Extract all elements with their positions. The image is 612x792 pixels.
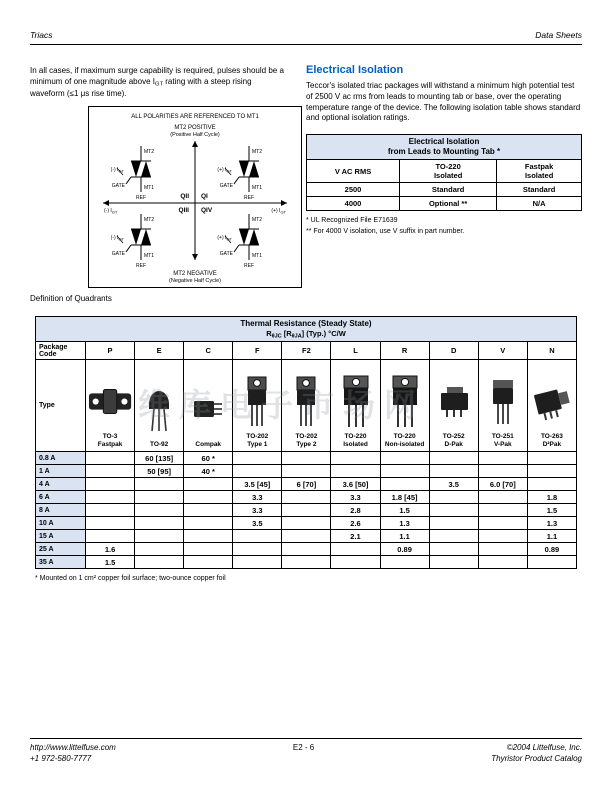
axis-label-positive-igt: (+) $I_{GT}$ bbox=[271, 208, 286, 215]
thermal-value: 60 [135] bbox=[135, 452, 184, 465]
thermal-value: 3.3 bbox=[233, 504, 282, 517]
thermal-value bbox=[380, 452, 429, 465]
package-name: TO-251 bbox=[491, 432, 514, 440]
thermal-value bbox=[527, 478, 576, 491]
package-code-row bbox=[36, 342, 577, 360]
thermal-value bbox=[86, 530, 135, 543]
thermal-value bbox=[380, 465, 429, 478]
amp-label: 6 A bbox=[36, 491, 86, 504]
amp-row bbox=[36, 517, 577, 530]
svg-text:GATE: GATE bbox=[219, 251, 233, 257]
thermal-table-footnote: * Mounted on 1 cm² copper foil surface; two-ounce copper foil bbox=[35, 575, 226, 583]
isolation-table-title-row bbox=[307, 135, 582, 160]
isolation-row-2500: 2500 Standard Standard bbox=[307, 183, 582, 197]
package-code: C bbox=[184, 342, 233, 360]
thermal-value bbox=[380, 556, 429, 569]
thermal-value bbox=[184, 478, 233, 491]
thermal-value bbox=[478, 491, 527, 504]
thermal-value bbox=[478, 517, 527, 530]
svg-text:(+) IGT: (+) $I_{GT}$ bbox=[217, 235, 232, 242]
isolation-footnote-1: * UL Recognized File E71639 bbox=[306, 217, 398, 225]
package-name-line2: V-Pak bbox=[493, 440, 512, 448]
thermal-value: 3.5 bbox=[233, 517, 282, 530]
negative-half-label: (Negative Half Cycle) bbox=[169, 278, 221, 284]
col-header-fastpak: Fastpak Isolated bbox=[497, 160, 582, 183]
thermal-value: 60 * bbox=[184, 452, 233, 465]
positive-half-label: (Positive Half Cycle) bbox=[170, 132, 220, 138]
mt2-negative-label: MT2 NEGATIVE bbox=[173, 271, 217, 277]
thermal-value bbox=[282, 452, 331, 465]
thermal-value bbox=[86, 491, 135, 504]
package-name-line2: Type 1 bbox=[247, 440, 268, 448]
thermal-value: 1.3 bbox=[527, 517, 576, 530]
isolation-table-title: Electrical Isolation from Leads to Mounting Tab * bbox=[307, 135, 582, 160]
thermal-value bbox=[86, 504, 135, 517]
thermal-value bbox=[429, 543, 478, 556]
package-icon-dpak bbox=[432, 371, 476, 433]
isolation-table-header-row bbox=[307, 160, 582, 183]
thermal-resistance-section bbox=[35, 316, 577, 582]
package-code: P bbox=[86, 342, 135, 360]
package-type-row bbox=[36, 360, 577, 452]
svg-text:(-) IGT: (-) $I_{GT}$ bbox=[110, 167, 124, 174]
col-header-vacrms: V AC RMS bbox=[307, 160, 400, 183]
thermal-value bbox=[282, 504, 331, 517]
package-name: TO-252 bbox=[442, 432, 465, 440]
package-name: Compak bbox=[195, 440, 222, 448]
igt-subscript: GT bbox=[154, 81, 164, 88]
amp-row bbox=[36, 465, 577, 478]
thermal-value bbox=[331, 543, 380, 556]
quadrant-q2: QII bbox=[180, 193, 189, 200]
svg-text:MT1: MT1 bbox=[144, 185, 154, 191]
thermal-value: 6.0 [70] bbox=[478, 478, 527, 491]
thermal-value bbox=[86, 517, 135, 530]
thermal-value bbox=[184, 530, 233, 543]
package-name: TO-263 bbox=[540, 432, 563, 440]
axis-label-negative-igt: (-) $I_{GT}$ bbox=[104, 208, 118, 215]
package-type-cell bbox=[527, 360, 576, 452]
thermal-value bbox=[184, 543, 233, 556]
thermal-value bbox=[135, 543, 184, 556]
package-icon-to220 bbox=[383, 371, 427, 433]
thermal-value: 1.6 bbox=[86, 543, 135, 556]
quadrant-q1: QI bbox=[201, 193, 208, 200]
intro-text-2: rating with a steep rising waveform (≤1 μs rise time). bbox=[30, 76, 252, 98]
header-left: Triacs bbox=[30, 30, 53, 40]
diagram-caption: Definition of Quadrants bbox=[30, 294, 112, 303]
package-code: F bbox=[233, 342, 282, 360]
triac-symbol-q1 bbox=[217, 146, 262, 201]
thermal-value bbox=[282, 530, 331, 543]
thermal-value bbox=[331, 556, 380, 569]
thermal-value bbox=[135, 517, 184, 530]
thermal-value: 3.3 bbox=[331, 491, 380, 504]
thermal-value bbox=[429, 491, 478, 504]
svg-text:MT2: MT2 bbox=[252, 149, 262, 155]
diagram-title: ALL POLARITIES ARE REFERENCED TO MT1 bbox=[131, 114, 259, 120]
package-code: V bbox=[478, 342, 527, 360]
amp-label: 4 A bbox=[36, 478, 86, 491]
footer-phone: +1 972-580-7777 bbox=[30, 753, 92, 763]
thermal-value bbox=[233, 556, 282, 569]
svg-text:GATE: GATE bbox=[219, 183, 233, 189]
package-icon-compak bbox=[186, 379, 230, 441]
triac-symbol-q4 bbox=[217, 214, 262, 269]
thermal-value bbox=[478, 465, 527, 478]
thermal-value bbox=[429, 504, 478, 517]
thermal-value bbox=[429, 452, 478, 465]
thermal-value bbox=[282, 517, 331, 530]
thermal-value bbox=[331, 452, 380, 465]
package-code: E bbox=[135, 342, 184, 360]
package-type-cell bbox=[233, 360, 282, 452]
amp-label: 15 A bbox=[36, 530, 86, 543]
svg-text:REF: REF bbox=[136, 195, 146, 201]
package-name-line2: Type 2 bbox=[296, 440, 317, 448]
svg-text:GATE: GATE bbox=[111, 251, 125, 257]
thermal-value bbox=[233, 452, 282, 465]
type-label: Type bbox=[36, 360, 86, 452]
thermal-value bbox=[86, 478, 135, 491]
package-icon-vpak bbox=[481, 371, 525, 433]
triac-symbol-q3 bbox=[111, 214, 155, 269]
thermal-value bbox=[478, 452, 527, 465]
package-code: N bbox=[527, 342, 576, 360]
package-name-line2: Non-isolated bbox=[384, 440, 425, 448]
package-name-line2: Fastpak bbox=[97, 440, 123, 448]
thermal-value bbox=[86, 452, 135, 465]
thermal-value bbox=[380, 478, 429, 491]
amp-row bbox=[36, 556, 577, 569]
thermal-value: 0.89 bbox=[527, 543, 576, 556]
package-name: TO-220 bbox=[393, 432, 416, 440]
svg-text:MT1: MT1 bbox=[252, 185, 262, 191]
thermal-value: 2.6 bbox=[331, 517, 380, 530]
thermal-value: 1.3 bbox=[380, 517, 429, 530]
thermal-value bbox=[233, 530, 282, 543]
thermal-value bbox=[429, 465, 478, 478]
mt2-positive-label: MT2 POSITIVE bbox=[174, 125, 216, 131]
package-type-cell bbox=[380, 360, 429, 452]
thermal-value bbox=[135, 530, 184, 543]
amp-row bbox=[36, 530, 577, 543]
package-name: TO-3 bbox=[102, 432, 118, 440]
running-header bbox=[30, 30, 582, 45]
thermal-value bbox=[282, 543, 331, 556]
thermal-value bbox=[331, 465, 380, 478]
isolation-paragraph: Teccor's isolated triac packages will withstand a minimum high potential test of 2500 V ac rms from leads to mounting tab or base, over the operating temperature range of the device. The following isolation table shows standard and optional isolation ratings. bbox=[306, 81, 581, 123]
svg-text:MT2: MT2 bbox=[144, 217, 154, 223]
package-name-line2: D²Pak bbox=[542, 440, 562, 448]
package-code: D bbox=[429, 342, 478, 360]
thermal-table-title: Thermal Resistance (Steady State) $R_{\theta JC}$ $[R_{\theta JA}]$ (Typ.) °C/W bbox=[36, 317, 577, 342]
header-right: Data Sheets bbox=[535, 30, 582, 40]
thermal-value bbox=[527, 452, 576, 465]
quadrant-diagram-box bbox=[88, 106, 302, 288]
thermal-value: 1.5 bbox=[380, 504, 429, 517]
amp-row bbox=[36, 543, 577, 556]
thermal-resistance-table bbox=[35, 316, 577, 569]
thermal-value bbox=[135, 504, 184, 517]
thermal-value bbox=[478, 504, 527, 517]
package-type-cell bbox=[86, 360, 135, 452]
thermal-value bbox=[135, 556, 184, 569]
isolation-row-4000: 4000 Optional ** N/A bbox=[307, 197, 582, 211]
thermal-value: 2.1 bbox=[331, 530, 380, 543]
thermal-value: 1.1 bbox=[527, 530, 576, 543]
col-header-to220: TO-220 Isolated bbox=[400, 160, 497, 183]
package-code-label: Package Code bbox=[36, 342, 86, 360]
thermal-value: 1.8 bbox=[527, 491, 576, 504]
section-heading: Electrical Isolation bbox=[306, 64, 404, 76]
thermal-value: 50 [95] bbox=[135, 465, 184, 478]
isolation-footnote-2: ** For 4000 V isolation, use V suffix in part number. bbox=[306, 227, 465, 235]
package-icon-to92 bbox=[137, 379, 181, 441]
package-type-cell bbox=[282, 360, 331, 452]
svg-text:MT2: MT2 bbox=[252, 217, 262, 223]
amp-row bbox=[36, 452, 577, 465]
package-name: TO-220 bbox=[344, 432, 367, 440]
package-type-cell bbox=[135, 360, 184, 452]
amp-label: 0.8 A bbox=[36, 452, 86, 465]
thermal-value bbox=[478, 543, 527, 556]
page-footer bbox=[30, 738, 582, 765]
amp-row bbox=[36, 504, 577, 517]
thermal-value: 1.1 bbox=[380, 530, 429, 543]
isolation-table bbox=[306, 134, 582, 211]
triac-symbol-q2 bbox=[111, 146, 155, 201]
quadrant-diagram bbox=[89, 107, 301, 287]
thermal-value bbox=[478, 556, 527, 569]
thermal-value bbox=[527, 465, 576, 478]
thermal-value: 3.6 [50] bbox=[331, 478, 380, 491]
thermal-value bbox=[184, 491, 233, 504]
thermal-value bbox=[86, 465, 135, 478]
footer-catalog: Thyristor Product Catalog bbox=[491, 753, 582, 763]
svg-text:GATE: GATE bbox=[111, 183, 125, 189]
thermal-value bbox=[233, 465, 282, 478]
thermal-value: 3.5 [45] bbox=[233, 478, 282, 491]
thermal-value bbox=[429, 556, 478, 569]
intro-paragraph bbox=[30, 66, 286, 99]
package-icon-to220 bbox=[333, 371, 377, 433]
footer-copyright: ©2004 Littelfuse, Inc. bbox=[506, 743, 582, 752]
thermal-title-row bbox=[36, 317, 577, 342]
package-code: F2 bbox=[282, 342, 331, 360]
thermal-value: 3.5 bbox=[429, 478, 478, 491]
package-code: R bbox=[380, 342, 429, 360]
thermal-value: 1.5 bbox=[86, 556, 135, 569]
package-name: TO-202 bbox=[295, 432, 318, 440]
svg-text:REF: REF bbox=[244, 263, 254, 269]
thermal-value: 3.3 bbox=[233, 491, 282, 504]
svg-text:REF: REF bbox=[244, 195, 254, 201]
quadrant-q3: QIII bbox=[178, 207, 189, 214]
thermal-value bbox=[478, 530, 527, 543]
amp-row bbox=[36, 478, 577, 491]
amp-label: 25 A bbox=[36, 543, 86, 556]
svg-text:MT1: MT1 bbox=[144, 253, 154, 259]
electrical-isolation-section bbox=[306, 64, 582, 237]
svg-text:(-) IGT: (-) $I_{GT}$ bbox=[110, 235, 124, 242]
thermal-value: 1.8 [45] bbox=[380, 491, 429, 504]
thermal-value bbox=[282, 465, 331, 478]
thermal-value bbox=[429, 530, 478, 543]
thermal-value bbox=[135, 478, 184, 491]
svg-text:REF: REF bbox=[136, 263, 146, 269]
thermal-value bbox=[184, 556, 233, 569]
thermal-value bbox=[233, 543, 282, 556]
thermal-value: 0.89 bbox=[380, 543, 429, 556]
thermal-value: 1.5 bbox=[527, 504, 576, 517]
thermal-value: 2.8 bbox=[331, 504, 380, 517]
package-type-cell bbox=[478, 360, 527, 452]
package-icon-to202 bbox=[284, 371, 328, 433]
thermal-value bbox=[282, 491, 331, 504]
package-name: TO-92 bbox=[149, 440, 169, 448]
package-icon-to202 bbox=[235, 371, 279, 433]
amp-label: 1 A bbox=[36, 465, 86, 478]
package-icon-d2pak bbox=[530, 371, 574, 433]
package-type-cell bbox=[184, 360, 233, 452]
package-type-cell bbox=[429, 360, 478, 452]
thermal-value bbox=[135, 491, 184, 504]
package-type-cell bbox=[331, 360, 380, 452]
page-number: E2 - 6 bbox=[292, 743, 315, 752]
thermal-value bbox=[282, 556, 331, 569]
watermark: 维库电子市场网 bbox=[138, 387, 426, 423]
package-code: L bbox=[331, 342, 380, 360]
thermal-value bbox=[429, 517, 478, 530]
footer-url: http://www.littelfuse.com bbox=[30, 743, 116, 752]
amp-row bbox=[36, 491, 577, 504]
package-icon-fastpak bbox=[88, 371, 132, 433]
amp-label: 35 A bbox=[36, 556, 86, 569]
package-name: TO-202 bbox=[246, 432, 269, 440]
svg-text:MT1: MT1 bbox=[252, 253, 262, 259]
package-name-line2: Isolated bbox=[343, 440, 368, 448]
thermal-value: 6 [70] bbox=[282, 478, 331, 491]
svg-text:(+) IGT: (+) $I_{GT}$ bbox=[217, 167, 232, 174]
quadrant-q4: QIV bbox=[201, 207, 213, 214]
amp-label: 10 A bbox=[36, 517, 86, 530]
package-name-line2: D-Pak bbox=[444, 440, 463, 448]
intro-text-1: In all cases, if maximum surge capability is required, pulses should be a minimum of one magnitude above I bbox=[30, 66, 284, 86]
thermal-value bbox=[527, 556, 576, 569]
amp-label: 8 A bbox=[36, 504, 86, 517]
thermal-value: 40 * bbox=[184, 465, 233, 478]
thermal-value bbox=[184, 504, 233, 517]
thermal-value bbox=[184, 517, 233, 530]
svg-text:MT2: MT2 bbox=[144, 149, 154, 155]
